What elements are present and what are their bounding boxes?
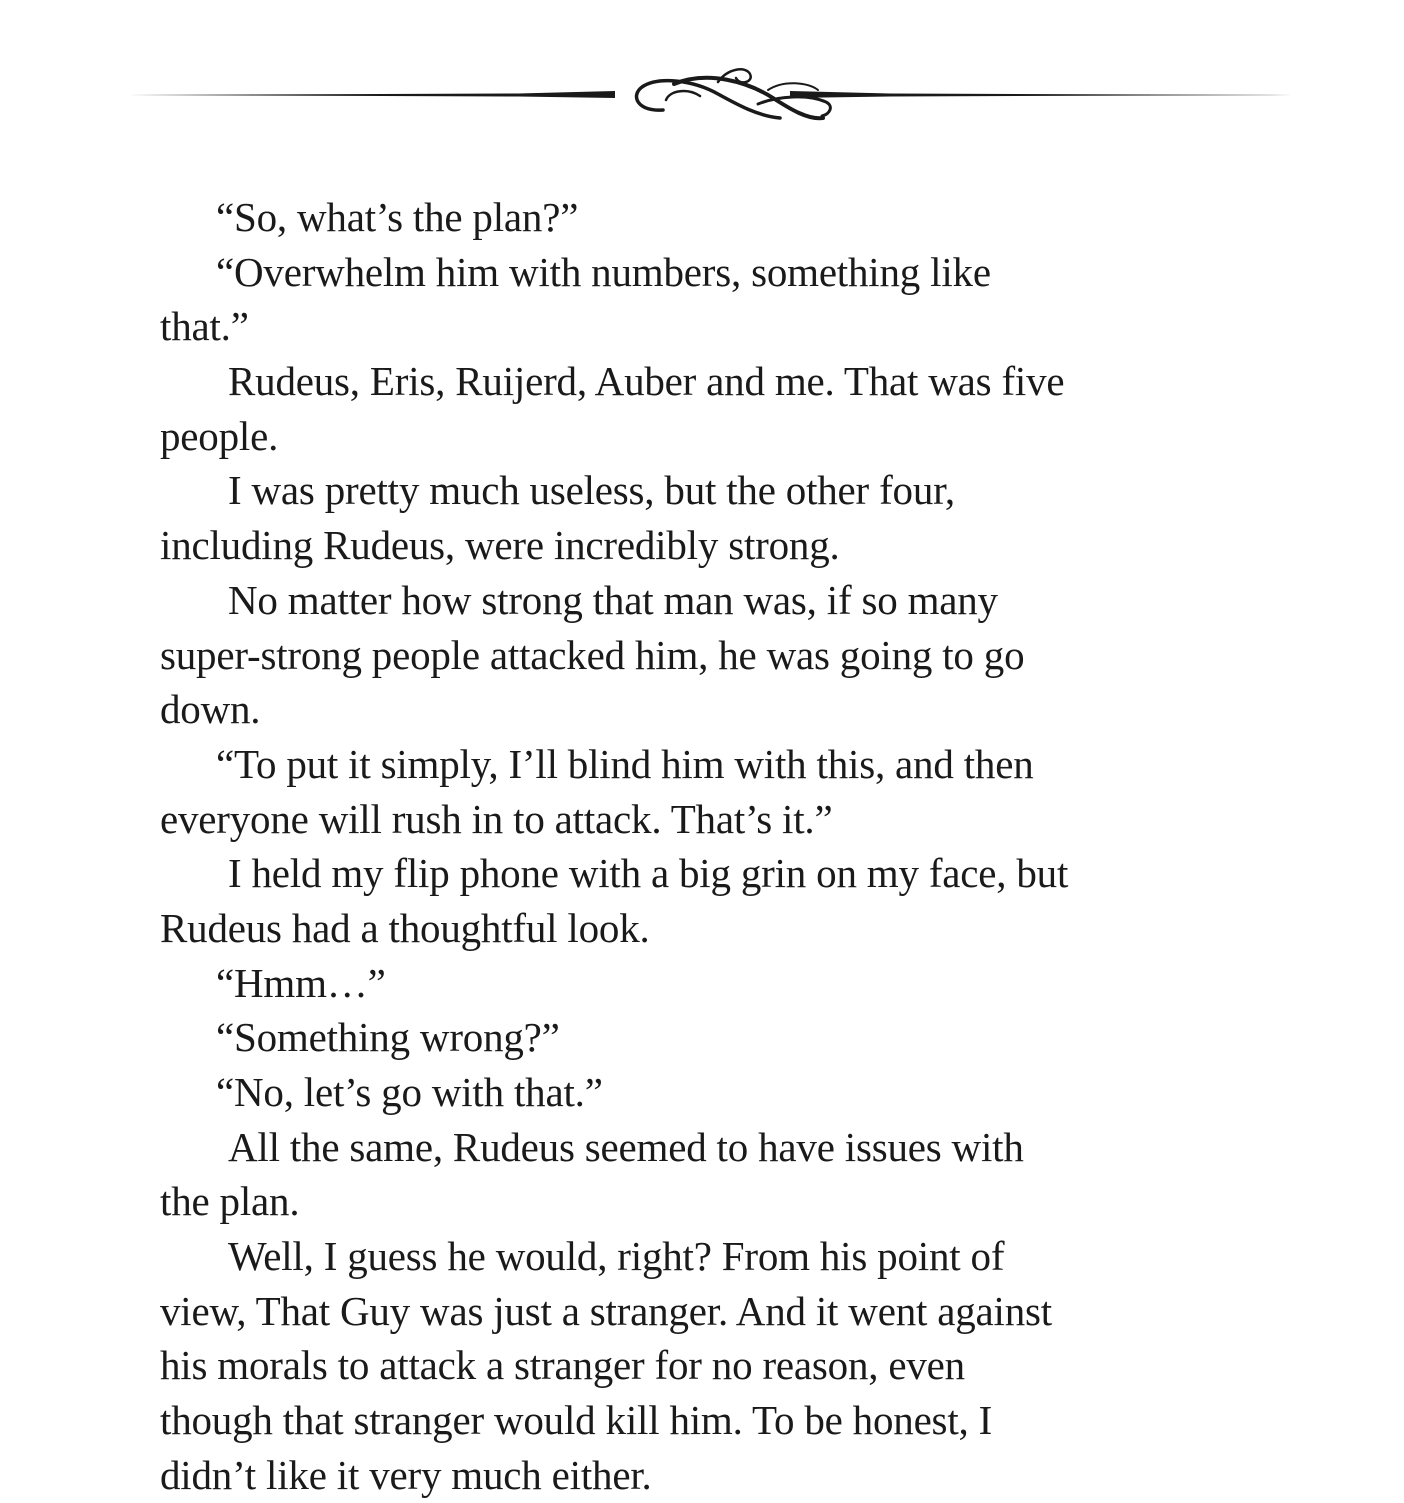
text-line: super-strong people attacked him, he was going to go (160, 631, 1025, 678)
text-line: the plan. (160, 1178, 300, 1225)
text-line: “So, what’s the plan?” (216, 194, 579, 240)
text-line: No matter how strong that man was, if so many (228, 576, 998, 623)
text-line: people. (160, 412, 279, 459)
text-line: view, That Guy was just a stranger. And it went against (160, 1287, 1052, 1334)
text-line: “Hmm…” (216, 959, 386, 1006)
text-line: I held my flip phone with a big grin on my face, but (228, 850, 1069, 897)
text-line: I was pretty much useless, but the other four, (228, 467, 955, 514)
text-line: All the same, Rudeus seemed to have issues with (228, 1123, 1024, 1170)
flourish-divider-icon (118, 60, 1292, 135)
text-line: Well, I guess he would, right? From his point of (228, 1233, 1005, 1280)
text-line: his morals to attack a stranger for no reason, even (160, 1342, 965, 1389)
text-line: down. (160, 686, 261, 733)
text-line: “No, let’s go with that.” (216, 1069, 603, 1115)
text-line: “To put it simply, I’ll blind him with this, and then (216, 740, 1034, 787)
text-line: including Rudeus, were incredibly strong. (160, 522, 840, 569)
text-line: though that stranger would kill him. To be honest, I (160, 1397, 993, 1444)
text-line: that.” (160, 303, 249, 350)
body-text (160, 190, 1220, 1503)
text-line: Rudeus, Eris, Ruijerd, Auber and me. That was five (228, 358, 1065, 405)
text-line: everyone will rush in to attack. That’s it.” (160, 795, 833, 842)
text-line: “Overwhelm him with numbers, something like (216, 248, 991, 295)
text-line: “Something wrong?” (216, 1014, 560, 1061)
text-line: Rudeus had a thoughtful look. (160, 904, 650, 951)
text-line: didn’t like it very much either. (160, 1451, 652, 1498)
